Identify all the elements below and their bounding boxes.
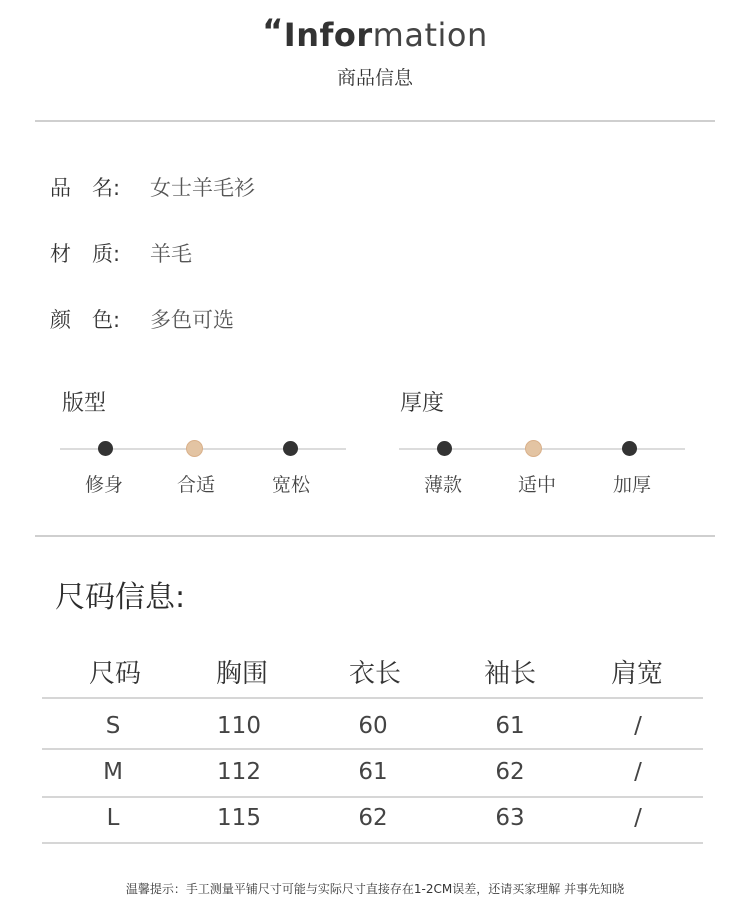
table-line [42, 842, 703, 844]
table-cell: / [634, 805, 642, 831]
thickness-dot-medium-selected [525, 440, 542, 457]
thickness-dot-thin [437, 441, 452, 456]
subtitle: 商品信息 [336, 67, 413, 89]
table-cell: M [103, 759, 123, 785]
table-line [42, 697, 703, 699]
thickness-option-medium: 适中 [517, 474, 557, 496]
table-cell: 60 [358, 713, 388, 739]
table-cell: / [634, 759, 642, 785]
information-heading [0, 12, 750, 54]
fit-option-loose: 宽松 [271, 474, 311, 496]
info-row-name [50, 172, 255, 202]
info-value: 女士羊毛衫 [150, 176, 255, 200]
fit-dot-regular-selected [186, 440, 203, 457]
table-cell: 112 [217, 759, 261, 785]
table-cell: 115 [217, 805, 261, 831]
header-size: 尺码 [88, 659, 142, 689]
middle-divider [35, 535, 715, 537]
table-cell: L [106, 805, 120, 831]
info-row-material [50, 238, 192, 268]
top-divider [35, 120, 715, 122]
footer-note: 温馨提示：手工测量平铺尺寸可能与实际尺寸直接存在1-2CM误差，还请买家理解 并事先知晓 [125, 882, 625, 896]
header-sleeve: 袖长 [483, 659, 537, 689]
thickness-dot-thick [622, 441, 637, 456]
table-line [42, 796, 703, 798]
table-cell: / [634, 713, 642, 739]
thickness-option-thin: 薄款 [423, 474, 463, 496]
info-value: 羊毛 [150, 242, 192, 266]
info-key: 颜 色: [50, 308, 121, 332]
table-cell: 61 [358, 759, 388, 785]
info-key: 品 名: [50, 176, 121, 200]
table-line [42, 748, 703, 750]
quote-mark: “ [262, 12, 284, 50]
title-light-part: mation [372, 16, 488, 54]
fit-dot-loose [283, 441, 298, 456]
table-cell: 61 [495, 713, 525, 739]
title-bold-part: Infor [283, 16, 373, 54]
info-value: 多色可选 [150, 308, 234, 332]
thickness-title: 厚度 [400, 391, 445, 416]
thickness-option-thick: 加厚 [612, 474, 652, 496]
fit-title: 版型 [62, 391, 107, 416]
header-length: 衣长 [348, 659, 402, 689]
info-row-color [50, 304, 234, 334]
table-cell: 110 [217, 713, 261, 739]
info-key: 材 质: [50, 242, 121, 266]
table-cell: 63 [495, 805, 525, 831]
fit-option-slim: 修身 [84, 474, 124, 496]
table-cell: S [105, 713, 121, 739]
table-cell: 62 [495, 759, 525, 785]
header-chest: 胸围 [215, 659, 269, 689]
table-cell: 62 [358, 805, 388, 831]
fit-dot-slim [98, 441, 113, 456]
size-info-title: 尺码信息: [55, 580, 186, 615]
header-shoulder: 肩宽 [610, 659, 664, 689]
fit-option-regular: 合适 [176, 474, 216, 496]
